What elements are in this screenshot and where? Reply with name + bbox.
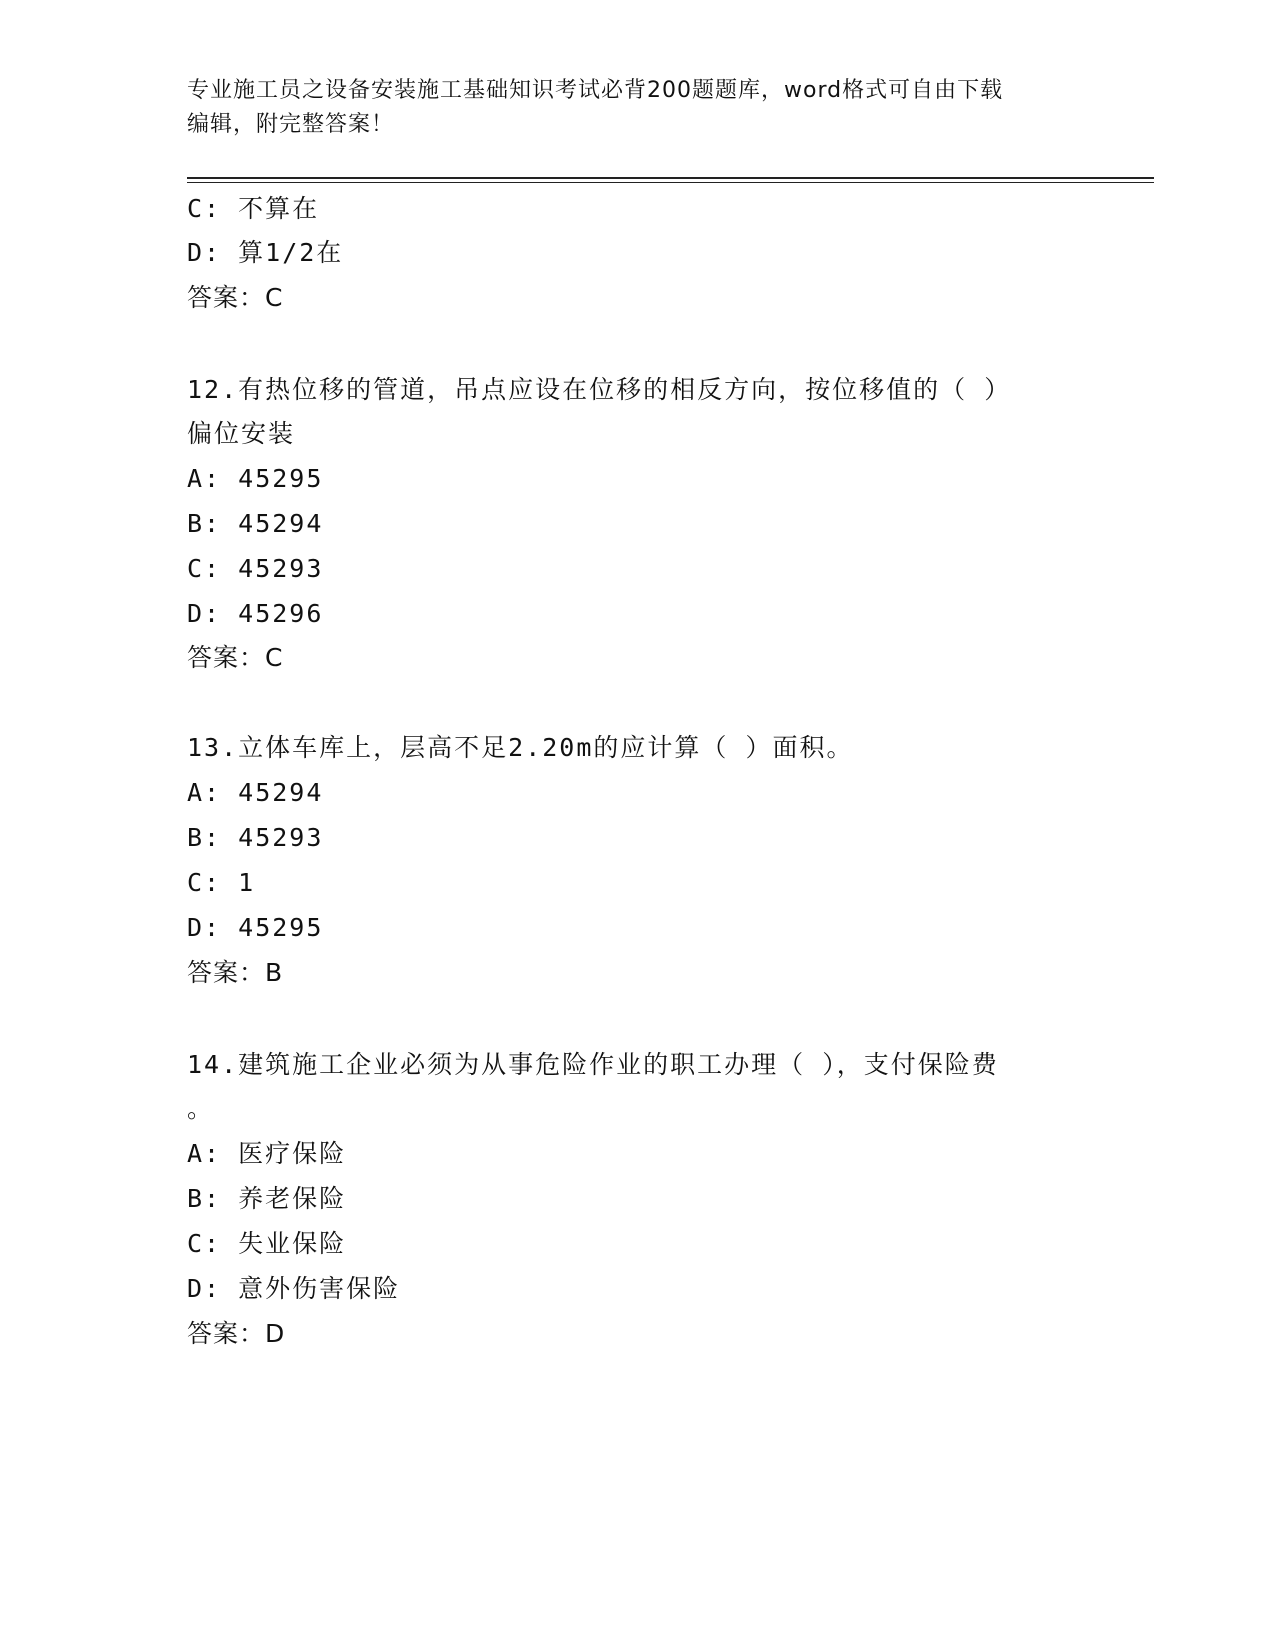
q13-option-a: A: 45294 <box>187 778 324 807</box>
q14-option-c: C: 失业保险 <box>187 1229 347 1258</box>
q12-option-c: C: 45293 <box>187 554 324 583</box>
q13-stem-line-1: 13.立体车库上，层高不足2.20m的应计算（ ）面积。 <box>187 733 854 762</box>
q14-stem-line-2: 。 <box>187 1094 215 1123</box>
header-line-1: 专业施工员之设备安装施工基础知识考试必背200题题库，word格式可自由下载 <box>187 78 1004 103</box>
q12-option-d: D: 45296 <box>187 599 324 628</box>
header-divider-thin <box>187 182 1154 183</box>
q11-option-d: D: 算1/2在 <box>187 238 344 267</box>
q14-stem-line-1: 14.建筑施工企业必须为从事危险作业的职工办理（ ），支付保险费 <box>187 1050 999 1079</box>
q12-stem-line-1: 12.有热位移的管道，吊点应设在位移的相反方向，按位移值的（ ） <box>187 375 1012 404</box>
q14-answer: 答案：D <box>187 1319 286 1348</box>
header-line-2: 编辑，附完整答案！ <box>187 112 395 137</box>
q13-option-d: D: 45295 <box>187 913 324 942</box>
q14-option-d: D: 意外伤害保险 <box>187 1274 401 1303</box>
q14-option-b: B: 养老保险 <box>187 1184 347 1213</box>
q11-answer: 答案：C <box>187 283 284 312</box>
q11-option-c: C: 不算在 <box>187 194 320 223</box>
header-divider-thick <box>187 177 1154 179</box>
q12-option-b: B: 45294 <box>187 509 324 538</box>
q13-option-c: C: 1 <box>187 868 256 897</box>
q14-option-a: A: 医疗保险 <box>187 1139 347 1168</box>
q13-answer: 答案：B <box>187 958 284 987</box>
document-header <box>187 74 1067 142</box>
q12-option-a: A: 45295 <box>187 464 324 493</box>
q12-stem-line-2: 偏位安装 <box>187 419 296 448</box>
q12-answer: 答案：C <box>187 643 284 672</box>
q13-option-b: B: 45293 <box>187 823 324 852</box>
